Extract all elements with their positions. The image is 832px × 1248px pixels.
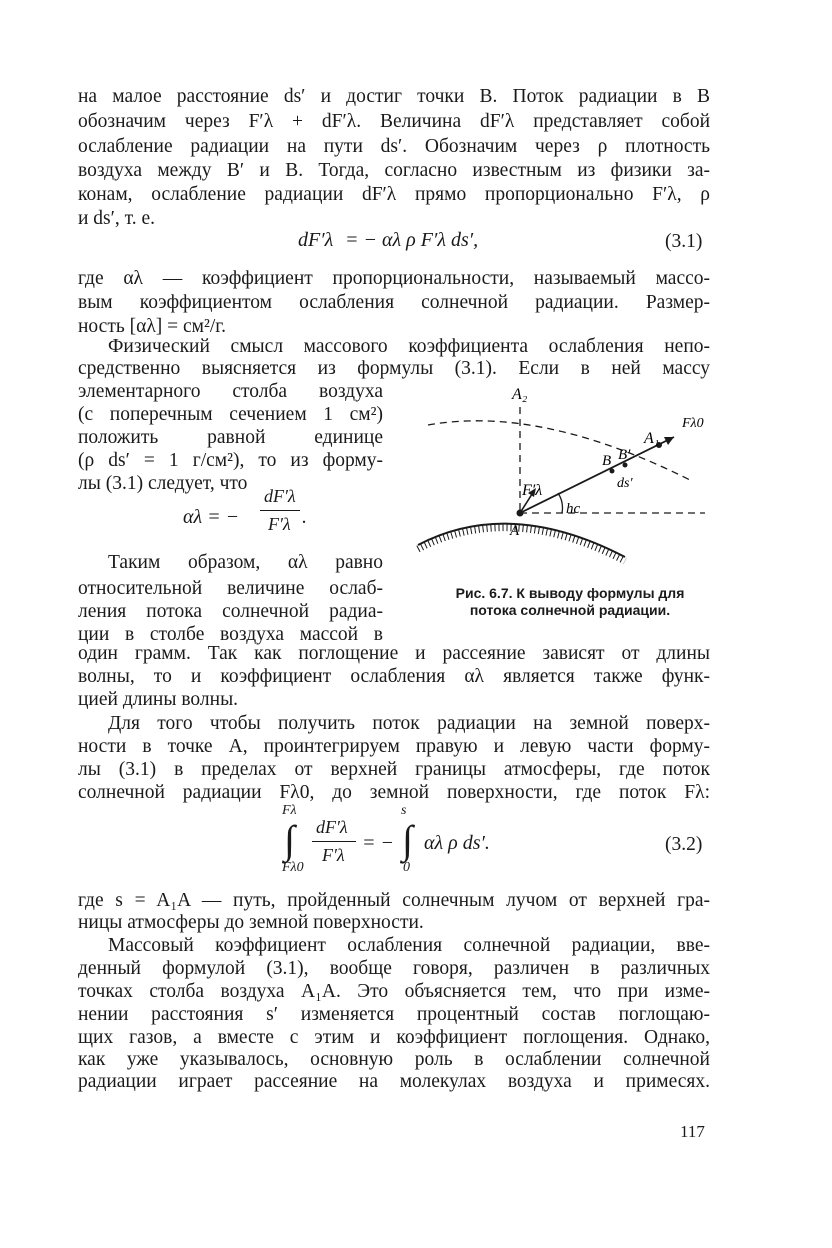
integral-sign: ∫ [402, 817, 413, 862]
text-line: ции в столбе воздуха массой в [78, 624, 383, 645]
alpha-numerator: dF′λ [264, 486, 296, 506]
text-line: Физический смысл массового коэффициента ослабления непо- [108, 336, 710, 357]
text-line: конам, ослабление радиации dF′λ прямо пропорционально F′λ, ρ [78, 184, 710, 205]
text-line: точках столба воздуха A₁A. Это объясняется тем, что при изме- [78, 981, 710, 1002]
caption-line: Рис. 6.7. К выводу формулы для [455, 585, 685, 601]
text-line: лы (3.1) следует, что [78, 473, 248, 494]
text-line: солнечной радиации Fλ0, до земной поверхности, где поток Fλ: [78, 782, 710, 803]
label-a: A [510, 523, 520, 539]
text-line: где αλ — коэффициент пропорциональности, называемый массо- [78, 268, 710, 289]
elevation-angle-arc [558, 493, 563, 513]
text-line: где s = A₁A — путь, пройденный солнечным лучом от верхней гра- [78, 890, 710, 911]
text-line: (ρ ds′ = 1 г/см²), то из форму- [78, 450, 383, 471]
text-line: относительной величине ослаб- [78, 578, 383, 599]
text-line: денный формулой (3.1), вообще говоря, различен в различных [78, 958, 710, 979]
eq1-number: (3.1) [665, 231, 703, 252]
fraction-bar [312, 841, 356, 842]
eq2-rhs: αλ ρ ds′. [424, 832, 490, 854]
text-line: ослабление радиации на пути ds′. Обозначим через ρ плотность [78, 136, 710, 157]
eq1-rhs: = − αλ ρ F′λ ds′, [345, 229, 479, 251]
alpha-tail: . [302, 506, 307, 528]
label-a1: A₁ [644, 430, 660, 447]
eq2-mid: = − [362, 832, 394, 854]
text-line: и ds′, т. е. [78, 208, 156, 229]
text-line: волны, то и коэффициент ослабления αλ является также функ- [78, 666, 710, 687]
figure-6-7-diagram [400, 385, 720, 585]
eq2-lower-left: Fλ0 [282, 860, 304, 875]
label-hc: hc [566, 501, 581, 517]
text-line: как уже указывалось, основную роль в ослаблении солнечной [78, 1049, 710, 1070]
text-line: обозначим через F′λ + dF′λ. Величина dF′λ представляет собой [78, 111, 710, 132]
text-line: элементарного столба воздуха [78, 381, 383, 402]
label-f-lambda-0: Fλ0 [682, 416, 704, 431]
eq2-upper-left: Fλ [282, 803, 297, 818]
alpha-denominator: F′λ [268, 514, 291, 534]
point-a-marker [517, 510, 524, 517]
caption-line: потока солнечной радиации. [469, 602, 671, 618]
eq2-number: (3.2) [665, 834, 703, 855]
text-line: радиации играет рассеяние на молекулах воздуха и примесях. [78, 1071, 710, 1092]
text-line: средственно выясняется из формулы (3.1). Если в ней массу [78, 358, 710, 379]
point-b-marker [610, 469, 615, 474]
figure-caption [420, 585, 720, 619]
text-line: положить равной единице [78, 427, 383, 448]
eq2-denominator: F′λ [322, 845, 345, 865]
fraction-bar [260, 510, 300, 511]
text-line: ности в точке A, проинтегрируем правую и левую части форму- [78, 736, 710, 757]
label-b: B [602, 453, 612, 469]
eq2-upper-right: s [401, 803, 407, 818]
sun-ray-line [520, 437, 674, 513]
text-line: воздуха между B′ и B. Тогда, согласно известным из физики за- [78, 160, 710, 181]
label-f-lambda: F′λ [522, 482, 543, 499]
page-number: 117 [680, 1122, 705, 1141]
text-line: (с поперечным сечением 1 см²) [78, 404, 383, 425]
eq2-lower-right: 0 [403, 860, 410, 875]
alpha-lhs: αλ = − [183, 506, 240, 528]
integral-sign: ∫ [284, 817, 295, 862]
text-line: Массовый коэффициент ослабления солнечной радиации, вве- [108, 935, 710, 956]
label-ds-prime: ds′ [617, 476, 633, 491]
text-line: щих газов, а вместе с этим и коэффициент поглощения. Однако, [78, 1027, 710, 1048]
earth-surface-arc [418, 524, 625, 557]
text-line: ницы атмосферы до земной поверхности. [78, 912, 424, 933]
text-line: нении расстояния s′ изменяется процентный состав поглощаю- [78, 1004, 710, 1025]
eq1-lhs: dF′λ [298, 229, 334, 251]
text-line: Для того чтобы получить поток радиации на земной поверх- [108, 713, 710, 734]
text-line: ления потока солнечной радиа- [78, 601, 383, 622]
text-line: ность [αλ] = см²/г. [78, 316, 226, 337]
text-line: Таким образом, αλ равно [108, 552, 383, 573]
eq2-numerator: dF′λ [316, 817, 348, 837]
point-b1-marker [623, 463, 628, 468]
text-line: лы (3.1) в пределах от верхней границы атмосферы, где поток [78, 759, 710, 780]
text-line: на малое расстояние ds′ и достиг точки B. Поток радиации в B [78, 86, 710, 107]
text-line: вым коэффициентом ослабления солнечной радиации. Размер- [78, 292, 710, 313]
label-a2: A₂ [512, 386, 528, 403]
text-line: один грамм. Так как поглощение и рассеяние зависят от длины [78, 643, 710, 664]
text-line: цией длины волны. [78, 689, 239, 710]
label-b-prime: B′ [618, 447, 631, 463]
